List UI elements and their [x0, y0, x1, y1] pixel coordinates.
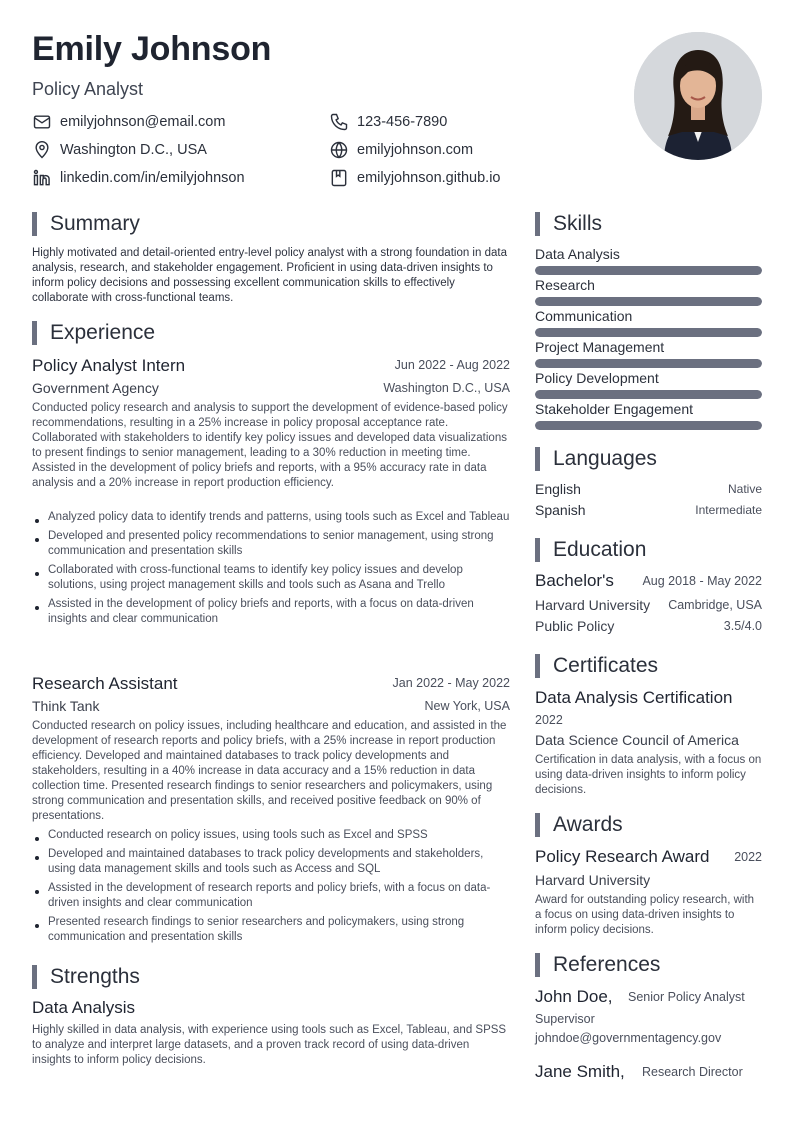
job-description: Conducted research on policy issues, including healthcare and education, and assisted in the development of research reports and policy briefs, with a 25% increase in report production efficiency. Developed and maintained databases to track policy developments and stakeholders, resulting in a 40% increase in data accuracy and a 15% reduction in data collection time. Presented research findings to senior researchers and policymakers, using strong communication and presentation skills, and received positive feedback on 90% of presentations.	[32, 720, 507, 822]
contact-linkedin[interactable]	[32, 168, 245, 188]
job-location: Washington D.C., USA	[383, 381, 510, 395]
language-level: Native	[727, 482, 762, 496]
certificates-heading	[535, 654, 658, 678]
job-title: Research Assistant	[32, 674, 178, 693]
strengths-heading	[32, 965, 140, 989]
contact-github[interactable]	[329, 168, 500, 188]
candidate-title: Policy Analyst	[32, 79, 144, 99]
award-description: Award for outstanding policy research, with a focus on using data-driven insights to inform policy decisions.	[535, 894, 755, 936]
contact-email-text: emilyjohnson@email.com	[60, 114, 226, 130]
list-item: Assisted in the development of research reports and policy briefs, with a focus on data-driven insights and clear communication	[32, 881, 510, 911]
skills-heading-text: Skills	[553, 212, 603, 235]
contact-location-text: Washington D.C., USA	[60, 142, 207, 158]
job-bullet-list	[32, 510, 510, 631]
awards-heading	[535, 813, 623, 837]
skill-label: Data Analysis	[535, 246, 620, 262]
education-heading-text: Education	[553, 538, 647, 561]
section-accent-bar	[32, 321, 37, 345]
skill-level-fill	[535, 359, 762, 368]
job-location: New York, USA	[424, 699, 510, 713]
references-heading	[535, 953, 660, 977]
list-item: Analyzed policy data to identify trends and patterns, using tools such as Excel and Tableau	[32, 510, 510, 525]
reference-relation: Supervisor	[535, 1012, 595, 1026]
skill-level-bar	[535, 328, 762, 337]
repository-icon	[329, 168, 349, 188]
languages-heading	[535, 447, 657, 471]
section-accent-bar	[535, 654, 540, 678]
contact-phone-text: 123-456-7890	[357, 114, 448, 130]
education-dates: Aug 2018 - May 2022	[642, 574, 762, 588]
profile-photo	[634, 32, 762, 160]
skills-heading	[535, 212, 602, 236]
contact-phone[interactable]	[329, 112, 447, 132]
contact-email[interactable]	[32, 112, 225, 132]
reference-name: Jane Smith,	[535, 1062, 625, 1081]
language-level: Intermediate	[695, 503, 762, 517]
certificates-heading-text: Certificates	[553, 654, 659, 677]
skill-level-fill	[535, 266, 762, 275]
section-accent-bar	[535, 953, 540, 977]
education-heading	[535, 538, 646, 562]
globe-icon	[329, 140, 349, 160]
award-organization: Harvard University	[535, 872, 651, 888]
skill-level-bar	[535, 390, 762, 399]
candidate-name: Emily Johnson	[32, 30, 272, 68]
summary-text: Highly motivated and detail-oriented entry-level policy analyst with a strong foundation in data analysis, research, and stakeholder engagement. Proficient in using data-driven insights to inform policy decisions and possessing excellent communication skills to effectively collaborate with cross-functional teams.	[32, 247, 507, 304]
list-item: Developed and maintained databases to track policy developments and stakeholders, using data management skills and tools such as Access and SQL	[32, 847, 510, 877]
certificate-issuer: Data Science Council of America	[535, 732, 739, 748]
job-title: Policy Analyst Intern	[32, 356, 186, 375]
award-title: Policy Research Award	[535, 847, 710, 866]
education-field: Public Policy	[535, 618, 615, 634]
reference-role: Senior Policy Analyst	[628, 990, 745, 1004]
experience-heading	[32, 321, 155, 345]
skill-label: Research	[535, 277, 595, 293]
contact-location	[32, 140, 207, 160]
job-organization: Think Tank	[32, 698, 100, 714]
section-accent-bar	[535, 813, 540, 837]
linkedin-icon	[32, 168, 52, 188]
skill-label: Project Management	[535, 339, 665, 355]
skill-level-bar	[535, 421, 762, 430]
skill-label: Stakeholder Engagement	[535, 401, 693, 417]
skill-level-bar	[535, 297, 762, 306]
education-school: Harvard University	[535, 597, 651, 613]
map-pin-icon	[32, 140, 52, 160]
skill-level-fill	[535, 390, 762, 399]
phone-icon	[329, 112, 349, 132]
certificate-description: Certification in data analysis, with a focus on using data-driven insights to inform policy decisions.	[535, 754, 762, 796]
contact-linkedin-text: linkedin.com/in/emilyjohnson	[60, 170, 245, 186]
strengths-heading-text: Strengths	[50, 965, 140, 988]
list-item: Collaborated with cross-functional teams to identify key policy issues and develop solutions, using project management skills and tools such as Asana and Trello	[32, 563, 510, 593]
skill-level-bar	[535, 359, 762, 368]
skill-label: Policy Development	[535, 370, 659, 386]
award-year: 2022	[734, 850, 762, 864]
reference-name: John Doe,	[535, 987, 613, 1006]
skill-level-bar	[535, 266, 762, 275]
education-gpa: 3.5/4.0	[723, 619, 762, 633]
job-dates: Jan 2022 - May 2022	[392, 676, 510, 690]
job-bullet-list	[32, 828, 510, 949]
education-degree: Bachelor's	[535, 571, 614, 590]
education-location: Cambridge, USA	[668, 598, 762, 612]
strength-title: Data Analysis	[32, 998, 135, 1017]
summary-heading-text: Summary	[50, 212, 140, 235]
languages-heading-text: Languages	[553, 447, 657, 470]
job-organization: Government Agency	[32, 380, 159, 396]
skill-level-fill	[535, 328, 762, 337]
list-item: Presented research findings to senior researchers and policymakers, using strong communication and presentation skills	[32, 915, 510, 945]
language-name: English	[535, 481, 581, 497]
certificate-title: Data Analysis Certification	[535, 688, 733, 707]
mail-icon	[32, 112, 52, 132]
strength-description: Highly skilled in data analysis, with experience using tools such as Excel, Tableau, and SPSS to analyze and interpret large datasets, and a proven track record of using data-driven insights to inform policy decisions.	[32, 1024, 507, 1066]
references-heading-text: References	[553, 953, 661, 976]
reference-role: Research Director	[642, 1065, 743, 1079]
experience-heading-text: Experience	[50, 321, 156, 344]
certificate-year: 2022	[535, 713, 563, 727]
summary-heading	[32, 212, 140, 236]
list-item: Assisted in the development of policy briefs and reports, with a focus on data-driven insights and clear communication	[32, 597, 510, 627]
contact-website[interactable]	[329, 140, 473, 160]
section-accent-bar	[535, 447, 540, 471]
list-item: Developed and presented policy recommendations to senior management, using strong communication and presentation skills	[32, 529, 510, 559]
skill-level-fill	[535, 297, 762, 306]
section-accent-bar	[535, 212, 540, 236]
job-description: Conducted policy research and analysis to support the development of evidence-based policy recommendations, resulting in a 25% increase in policy proposal acceptance rate. Collaborated with stakeholders to identify key policy issues and developed data visualizations to present findings to senior management, leading to a 30% reduction in meeting time. Assisted in the development of policy briefs and reports, with a 95% accuracy rate in data analysis and a 20% increase in report production efficiency.	[32, 402, 508, 489]
skill-label: Communication	[535, 308, 633, 324]
contact-website-text: emilyjohnson.com	[357, 142, 474, 158]
list-item: Conducted research on policy issues, using tools such as Excel and SPSS	[32, 828, 510, 843]
language-name: Spanish	[535, 502, 586, 518]
reference-email[interactable]: johndoe@governmentagency.gov	[535, 1031, 722, 1045]
section-accent-bar	[32, 212, 37, 236]
contact-github-text: emilyjohnson.github.io	[357, 170, 501, 186]
skill-level-fill	[535, 421, 762, 430]
awards-heading-text: Awards	[553, 813, 623, 836]
job-dates: Jun 2022 - Aug 2022	[394, 358, 510, 372]
section-accent-bar	[535, 538, 540, 562]
section-accent-bar	[32, 965, 37, 989]
